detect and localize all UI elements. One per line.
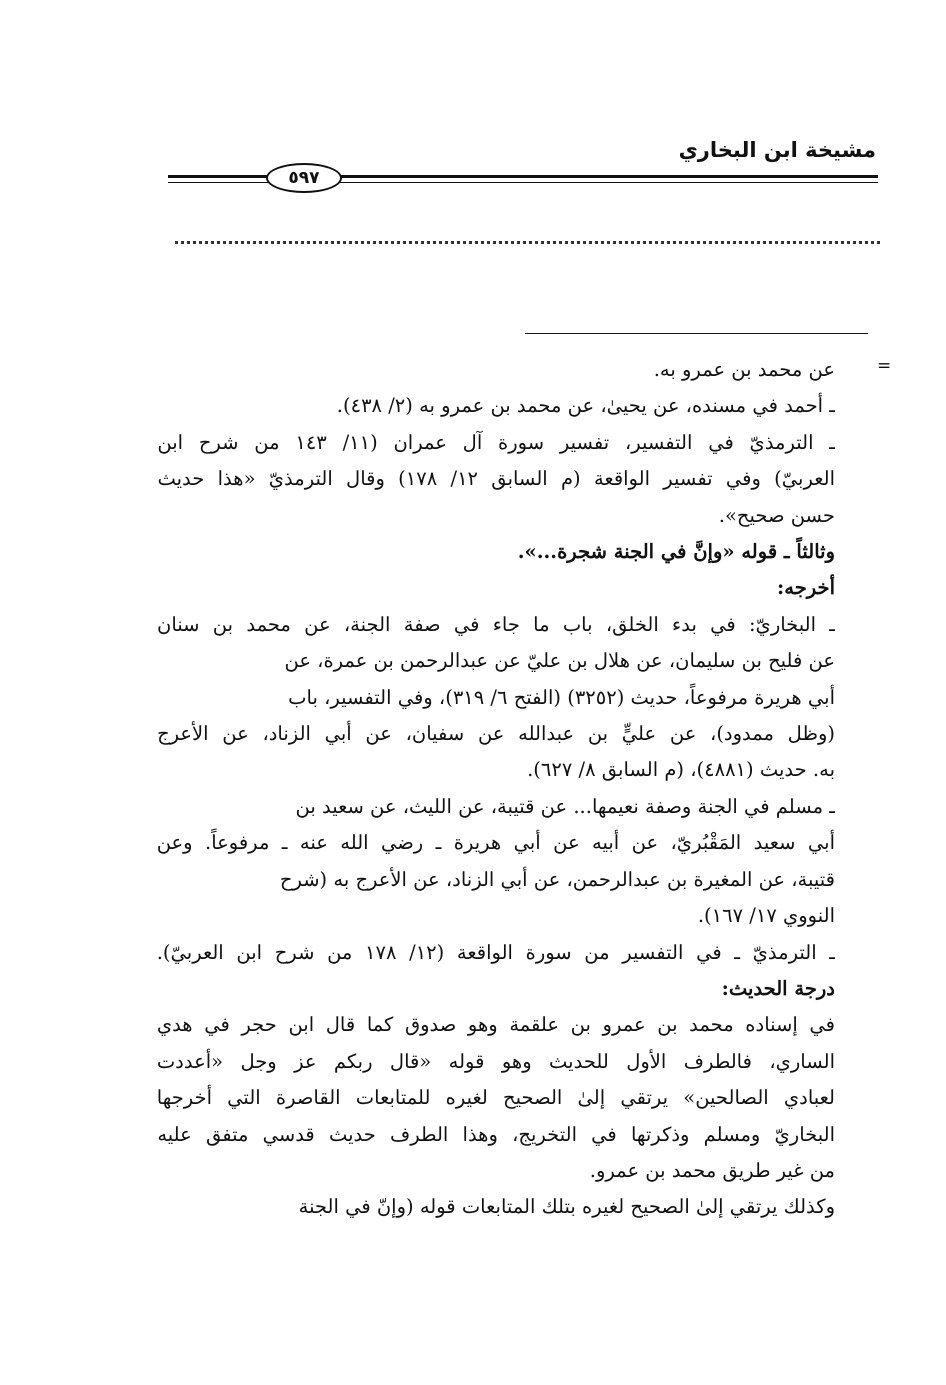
footnote-line: ـ أحمد في مسنده، عن يحيىٰ، عن محمد بن عمرو به (٢/ ٤٣٨).	[336, 394, 835, 418]
footnote-line: عن محمد بن عمرو به.	[653, 358, 835, 381]
footnote-line: لعبادي الصالحين» يرتقي إلىٰ الصحيح لغيره للمتابعات القاصرة التي أخرجها	[157, 1086, 835, 1110]
footnote-rule	[525, 333, 868, 334]
footnote-line: ـ مسلم في الجنة وصفة نعيمها... عن قتيبة، عن الليث، عن سعيد بن	[295, 794, 835, 818]
footnote-line: ـ الترمذيّ في التفسير، تفسير سورة آل عمران (١١/ ١٤٣ من شرح ابن	[157, 430, 835, 454]
footnote-continuation-marker: =	[877, 356, 892, 376]
footnote-line: النووي ١٧/ ١٦٧).	[697, 904, 835, 928]
footnote-line: به. حديث (٤٨٨١)، (م السابق ٨/ ٦٢٧).	[527, 758, 835, 782]
footnote-body	[157, 352, 835, 1226]
footnote-line: في إسناده محمد بن عمرو بن علقمة وهو صدوق كما قال ابن حجر في هدي	[157, 1013, 835, 1037]
footnote-line: من غير طريق محمد بن عمرو.	[589, 1158, 835, 1182]
section-heading-line: أخرجه:	[777, 576, 835, 600]
running-header-title: مشيخة ابن البخاري	[678, 138, 876, 162]
footnote-line: عن فليح بن سليمان، عن هلال بن عليّ عن عبدالرحمن بن عمرة، عن	[284, 649, 835, 673]
dotted-separator	[175, 241, 880, 244]
page-number-badge: ٥٩٧	[266, 163, 342, 193]
footnote-line: أبي هريرة مرفوعاً، حديث (٣٢٥٢) (الفتح ٦/ ٣١٩)، وفي التفسير، باب	[288, 685, 835, 709]
footnote-line: ـ البخاريّ: في بدء الخلق، باب ما جاء في صفة الجنة، عن محمد بن سنان	[157, 612, 835, 636]
footnote-line: العربيّ) وفي تفسير الواقعة (م السابق ١٢/ ١٧٨) وقال الترمذيّ «هذا حديث	[157, 467, 835, 491]
section-heading-line: درجة الحديث:	[721, 976, 835, 1000]
footnote-line: البخاريّ ومسلم وذكرتها في التخريج، وهذا الطرف حديث قدسي متفق عليه	[157, 1122, 835, 1146]
footnote-line: قتيبة، عن المغيرة بن عبدالرحمن، عن أبي الزناد، عن الأعرج به (شرح	[279, 867, 835, 891]
footnote-line: الساري، فالطرف الأول للحديث وهو قوله «قال ربكم عز وجل «أعددت	[157, 1049, 835, 1073]
footnote-line: (وظل ممدود)، عن عليٍّ بن عبدالله عن سفيان، عن أبي الزناد، عن الأعرج	[157, 722, 835, 746]
footnote-line: أبي سعيد المَقْبُريّ، عن أبيه عن أبي هريرة ـ رضي الله عنه ـ مرفوعاً. وعن	[157, 831, 835, 855]
footnote-line: وكذلك يرتقي إلىٰ الصحيح لغيره بتلك المتابعات قوله (وإنّ في الجنة	[298, 1195, 835, 1219]
section-heading-line: وثالثاً ـ قوله «وإنَّ في الجنة شجرة...».	[517, 540, 835, 564]
footnote-line: حسن صحيح».	[718, 503, 835, 527]
footnote-line: ـ الترمذيّ ـ في التفسير من سورة الواقعة (١٢/ ١٧٨ من شرح ابن العربيّ).	[157, 940, 835, 964]
